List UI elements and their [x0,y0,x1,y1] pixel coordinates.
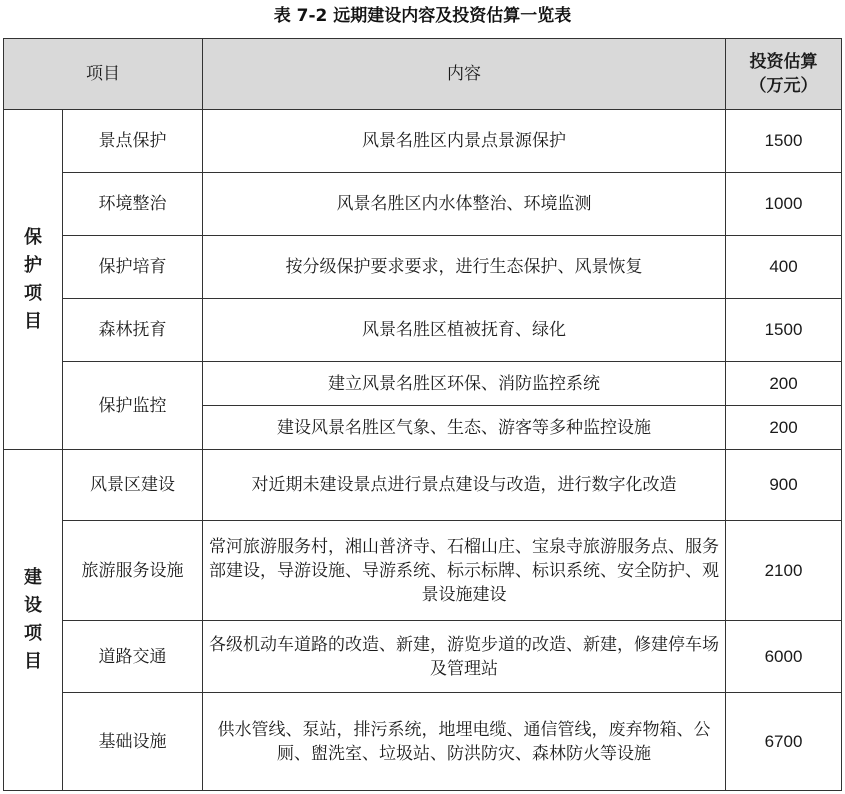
header-investment-line2: （万元） [749,76,818,96]
header-investment-line1: 投资估算 [749,52,818,72]
item-cell: 道路交通 [63,621,203,693]
content-cell: 各级机动车道路的改造、新建，游览步道的改造、新建，修建停车场及管理站 [203,621,726,693]
amount-cell: 6000 [726,621,842,693]
header-item: 项目 [4,39,203,110]
table-title: 表 7-2 远期建设内容及投资估算一览表 [273,6,572,26]
item-cell: 基础设施 [63,693,203,791]
category-construction: 建设项目 [4,450,63,791]
header-content: 内容 [203,39,726,110]
header-investment [726,39,842,110]
content-cell: 风景名胜区内景点景源保护 [203,110,726,173]
item-cell: 保护培育 [63,236,203,299]
table-row [4,110,842,173]
amount-cell: 400 [726,236,842,299]
investment-table [3,38,842,791]
table-row [4,450,842,521]
table-row [4,299,842,362]
table-row [4,173,842,236]
content-cell: 常河旅游服务村，湘山普济寺、石榴山庄、宝泉寺旅游服务点、服务部建设，导游设施、导游系统、标示标牌、标识系统、安全防护、观景设施建设 [203,521,726,621]
item-cell: 旅游服务设施 [63,521,203,621]
amount-cell: 1000 [726,173,842,236]
amount-cell: 1500 [726,110,842,173]
content-cell: 风景名胜区植被抚育、绿化 [203,299,726,362]
category-protection: 保护项目 [4,110,63,450]
amount-cell: 1500 [726,299,842,362]
item-cell: 风景区建设 [63,450,203,521]
content-cell: 对近期未建设景点进行景点建设与改造，进行数字化改造 [203,450,726,521]
amount-cell: 900 [726,450,842,521]
table-row [4,236,842,299]
item-cell: 森林抚育 [63,299,203,362]
amount-cell: 200 [726,362,842,406]
header-row [4,39,842,110]
table-row [4,362,842,406]
content-cell: 建设风景名胜区气象、生态、游客等多种监控设施 [203,406,726,450]
item-cell: 保护监控 [63,362,203,450]
amount-cell: 200 [726,406,842,450]
item-cell: 环境整治 [63,173,203,236]
item-cell: 景点保护 [63,110,203,173]
table-row [4,621,842,693]
amount-cell: 2100 [726,521,842,621]
table-row [4,521,842,621]
content-cell: 按分级保护要求要求，进行生态保护、风景恢复 [203,236,726,299]
table-row [4,693,842,791]
content-cell: 供水管线、泵站，排污系统，地埋电缆、通信管线，废弃物箱、公厕、盥洗室、垃圾站、防洪防灾、森林防火等设施 [203,693,726,791]
content-cell: 建立风景名胜区环保、消防监控系统 [203,362,726,406]
amount-cell: 6700 [726,693,842,791]
content-cell: 风景名胜区内水体整治、环境监测 [203,173,726,236]
